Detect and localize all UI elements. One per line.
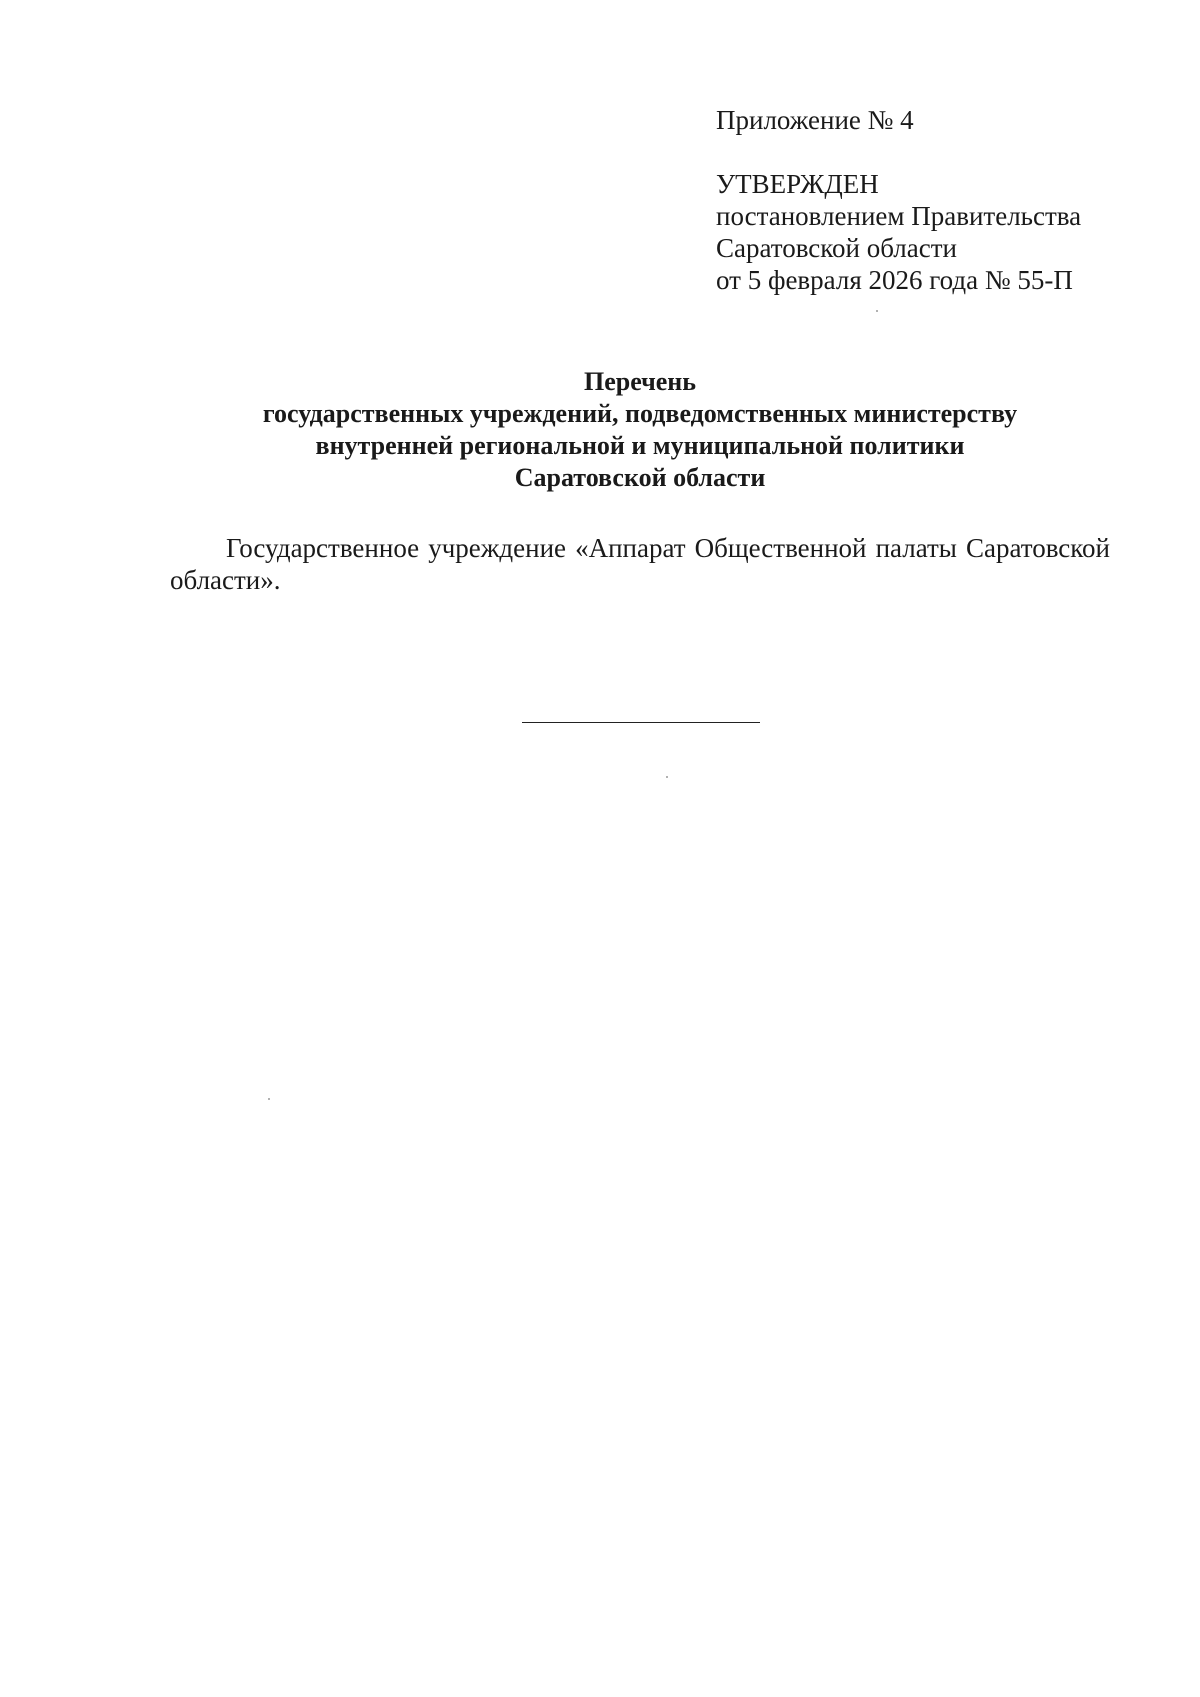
approval-line-2: Саратовской области — [716, 233, 957, 263]
appendix-number: Приложение № 4 — [716, 105, 914, 135]
title-line-1: Перечень — [583, 367, 697, 396]
title-line-3: внутренней региональной и муниципальной политики — [315, 431, 965, 460]
closing-rule — [522, 722, 760, 723]
document-title — [170, 366, 1110, 494]
body-paragraph: Государственное учреждение «Аппарат Общественной палаты Саратовской области». — [170, 533, 1110, 595]
scan-speck — [268, 1098, 270, 1100]
approved-label: УТВЕРЖДЕН — [716, 169, 879, 199]
approval-block — [716, 104, 1081, 296]
title-line-4: Саратовской области — [514, 463, 766, 492]
title-line-2: государственных учреждений, подведомственных министерству — [262, 399, 1018, 428]
approval-line-3: от 5 февраля 2026 года № 55-П — [716, 265, 1073, 295]
scan-speck — [876, 310, 878, 312]
scan-speck — [666, 776, 668, 778]
approval-line-1: постановлением Правительства — [716, 201, 1082, 231]
